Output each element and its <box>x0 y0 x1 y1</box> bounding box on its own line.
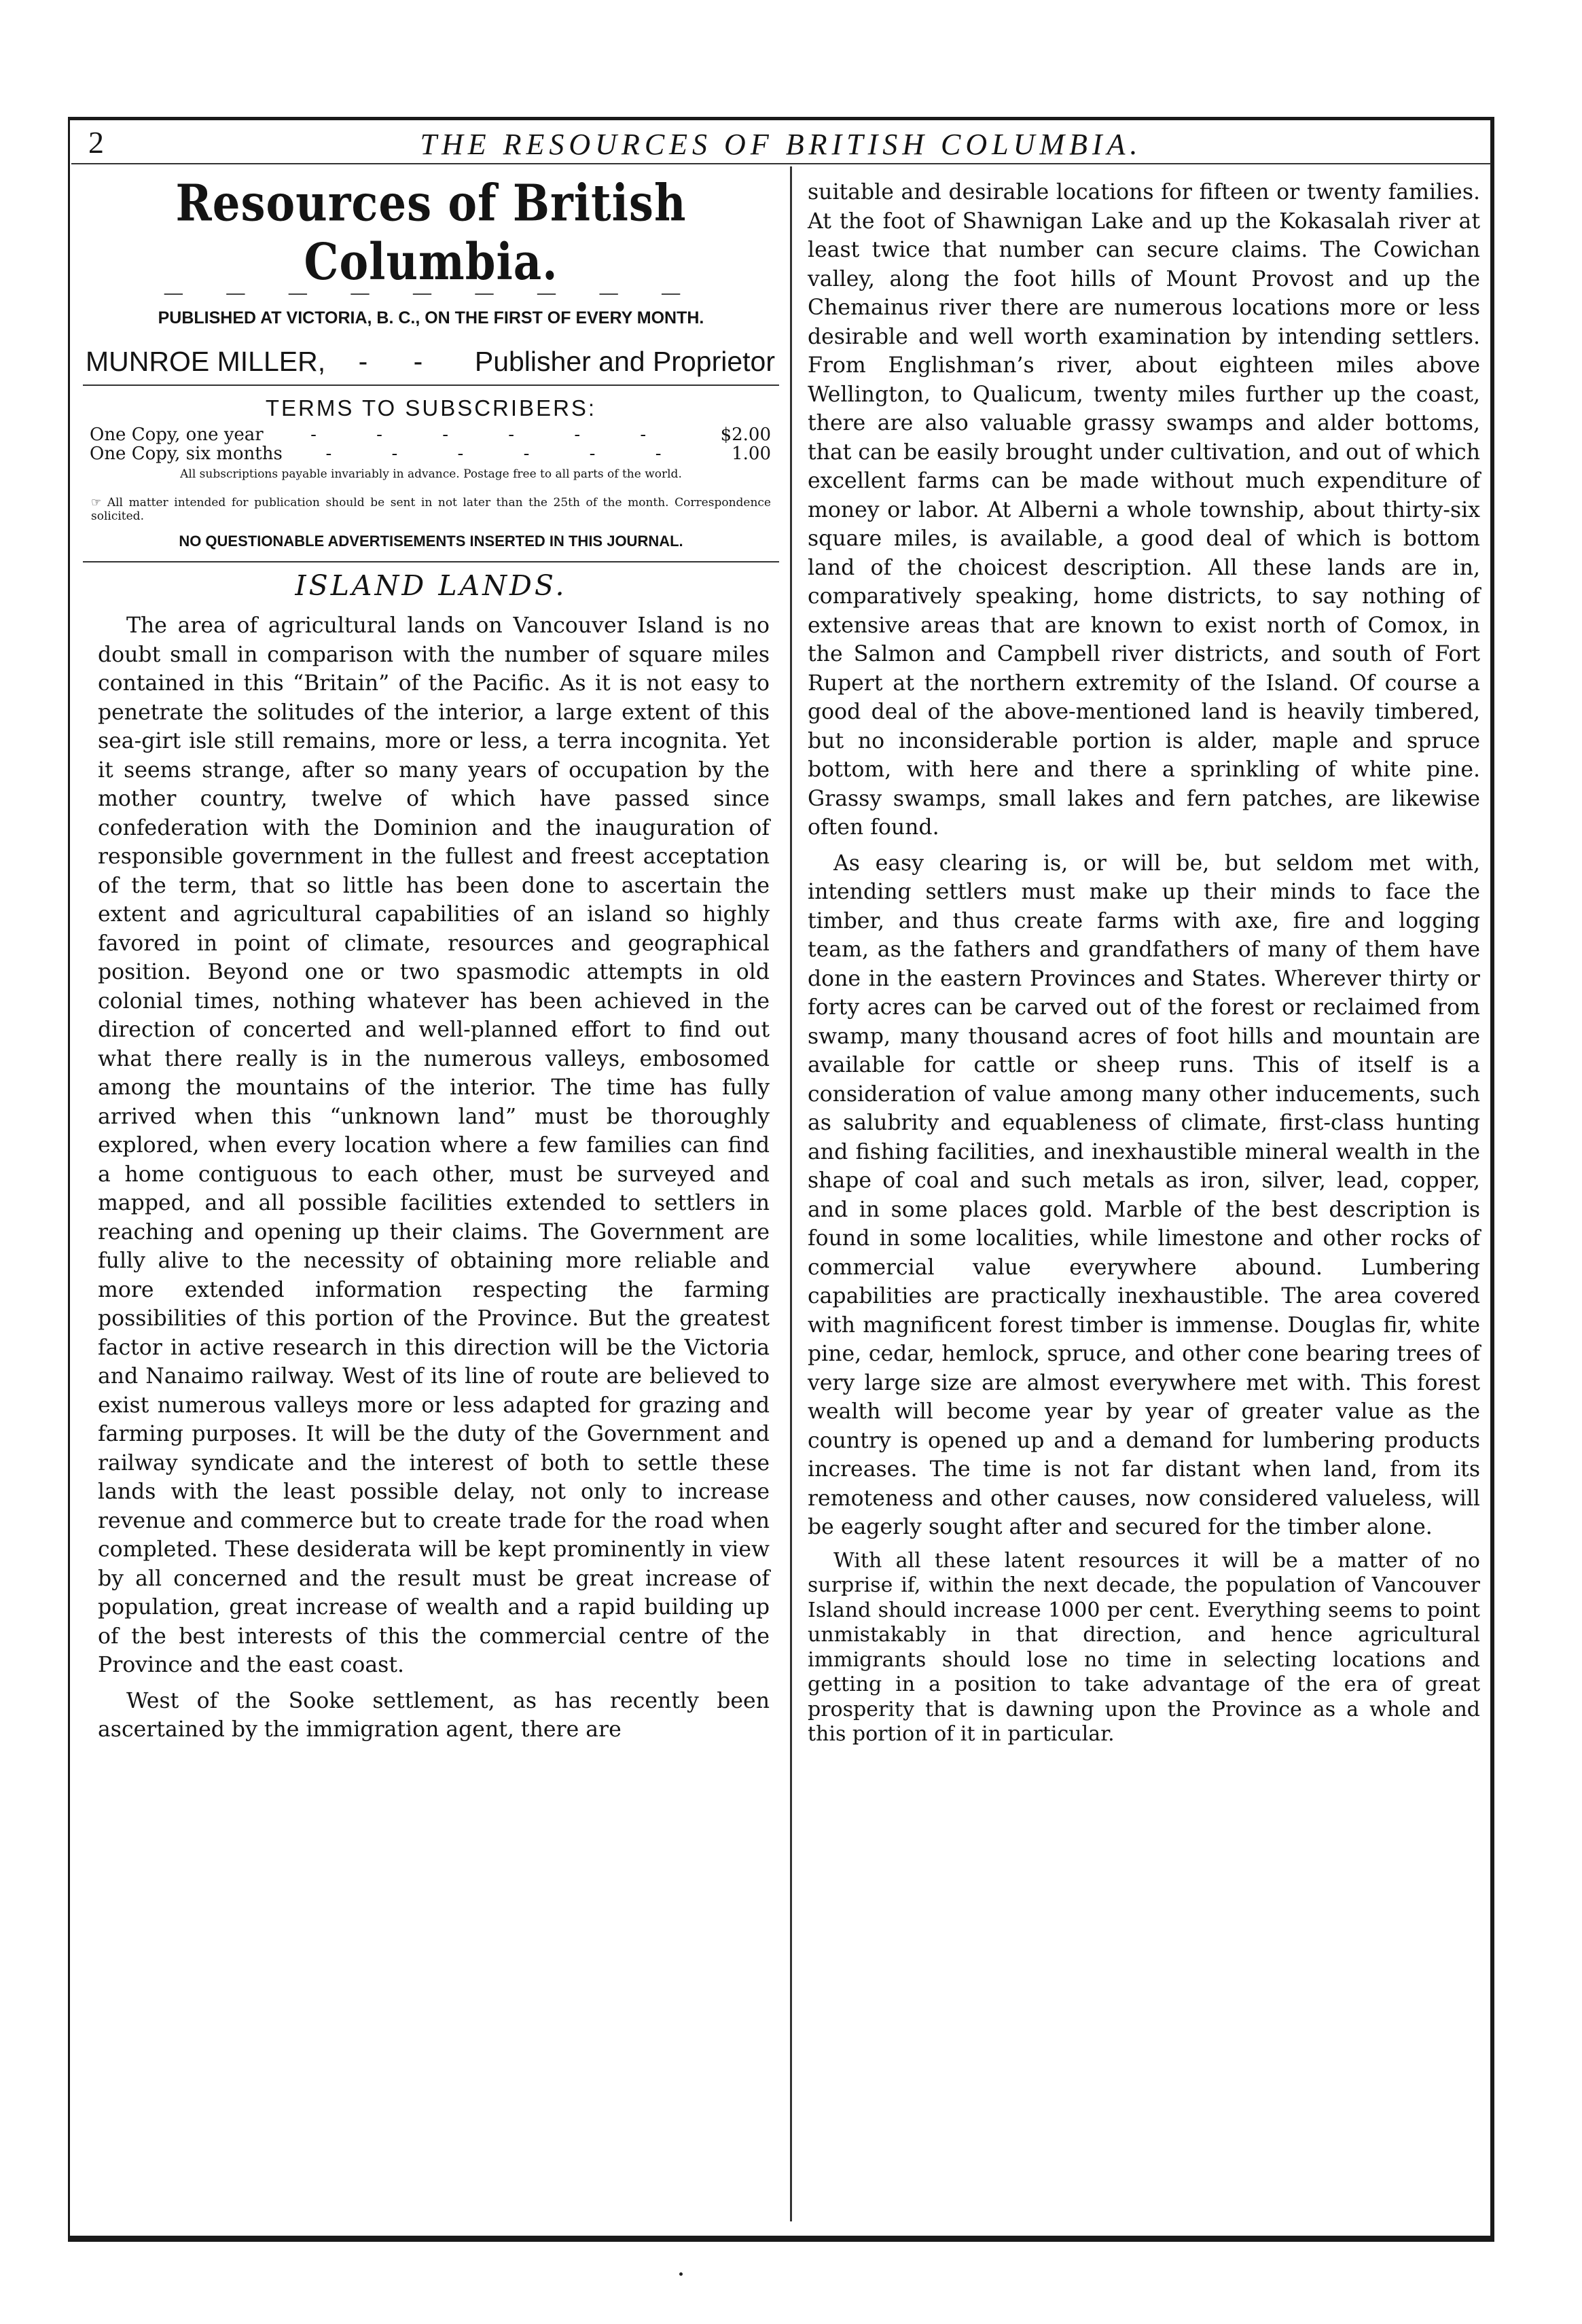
article-paragraph: West of the Sooke settlement, as has recently been ascertained by the immigration agent, there are <box>98 1688 770 1742</box>
terms-heading: TERMS TO SUBSCRIBERS: <box>265 395 597 421</box>
no-questionable-notice: NO QUESTIONABLE ADVERTISEMENTS INSERTED IN THIS JOURNAL. <box>179 533 683 550</box>
article-paragraph: suitable and desirable locations for fifteen or twenty families. At the foot of Shawnigan Lake and up the Kokasalah river at least twice that number can secure claims. The Cowichan valley, along the foot hills of Mount Provost and up the Chemainus river there are numerous locations more or less desirable and well worth examination by intending settlers. From Englishman’s river, about eighteen miles above Wellington, to Qualicum, twenty miles further up the coast, there are also valuable grassy swamps and alder bottoms, that can be easily brought under cultivation, and out of which excellent farms can be made without much expenditure of money or labor. At Alberni a whole township, about thirty-six square miles, is available, a good deal of which is bottom land of the choicest description. All these lands are in, comparatively speaking, home districts, to say nothing of extensive areas that are known to exist north of Comox, in the Salmon and Campbell river districts, and south of Fort Rupert at the northern extremity of the Island. Of course a good deal of the above-mentioned land is heavily timbered, but no inconsiderable portion is alder, maple and spruce bottom, with here and there a sprinkling of white pine. Grassy swamps, small lakes and fern patches, are likewise often found. <box>808 180 1480 840</box>
masthead-dashes: — — — — — — — — — <box>163 281 699 305</box>
masthead <box>83 174 779 562</box>
publisher-separator: - - <box>358 346 442 377</box>
rate-row <box>90 444 771 463</box>
rate-price: 1.00 <box>732 444 771 464</box>
publisher-line <box>86 346 775 378</box>
publisher-role: Publisher and Proprietor <box>474 346 775 377</box>
matter-note: ☞ All matter intended for publication should be sent in not later than the 25th of the month. Correspondence solicited. <box>91 496 771 523</box>
masthead-title: Resources of British Columbia. <box>175 174 687 292</box>
page-number: 2 <box>88 125 104 160</box>
rate-label: One Copy, one year <box>90 425 264 445</box>
publisher-name: MUNROE MILLER, <box>86 346 326 377</box>
running-head <box>88 124 1474 172</box>
article-paragraph: The area of agricultural lands on Vancouver Island is no doubt small in comparison with the number of square miles contained in this “Britain” of the Pacific. As it is not easy to penetrate the solitudes of the interior, a large extent of this sea-girt isle still remains, more or less, a terra incognita. Yet it seems strange, after so many years of occupation by the mother country, twelve of which have passed since confederation with the Dominion and the inauguration of responsible government in the fullest and freest acceptation of the term, that so little has been done to ascertain the extent and agricultural capabilities of an island so highly favored in point of climate, resources and geographical position. Beyond one or two spasmodic attempts in old colonial times, nothing whatever has been achieved in the direction of concerted and well-planned effort to find out what there really is in the numerous valleys, embosomed among the mountains of the interior. The time has fully arrived when this “unknown land” must be thoroughly explored, when every location where a few families can find a home contiguous to each other, must be surveyed and mapped, and all possible facilities extended to settlers in reaching and opening up their claims. The Government are fully alive to the necessity of obtaining more reliable and more extended information respecting the farming possibilities of this portion of the Province. But the greatest factor in active research in this direction will be the Victoria and Nanaimo railway. West of its line of route are believed to exist numerous valleys more or less adapted for grazing and farming purposes. It will be the duty of the Government and railway syndicate and the interest of both to settle these lands with the least possible delay, not only to increase revenue and commerce but to create trade for the road when completed. These desiderata will be kept prominently in view by all concerned and the result must be great increase of population, great increase of wealth and a rapid building up of the best interests of this the commercial centre of the Province and the east coast. <box>98 613 770 1677</box>
payment-note: All subscriptions payable invariably in advance. Postage free to all parts of the world. <box>180 467 682 481</box>
rate-label: One Copy, six months <box>90 444 283 464</box>
rate-dots: - - - - - - <box>325 444 689 464</box>
article-paragraph: As easy clearing is, or will be, but seldom met with, intending settlers must make up their minds to face the timber, and thus create farms with axe, fire and logging team, as the fathers and grandfathers of many of them have done in the eastern Provinces and States. Wherever thirty or forty acres can be carved out of the forest or reclaimed from swamp, many thousand acres of foot hills and mountain are available for cattle or sheep runs. This of itself is a consideration of value among many other inducements, such as salubrity and equableness of climate, first-class hunting and fishing facilities, and inexhaustible mineral wealth in the shape of coal and such metals as iron, silver, lead, copper, and in some places gold. Marble of the best description is found in some localities, while limestone and other rocks of commercial value everywhere abound. Lumbering capabilities are practically inexhaustible. The area covered with magnificent forest timber is immense. Douglas fir, white pine, cedar, hemlock, spruce, and other cone bearing trees of very large size are almost everywhere met with. This forest wealth will become year by year of greater value as the country is opened up and a demand for lumbering products increases. The time is not far distant when land, from its remoteness and other causes, now considered valueless, will be eagerly sought after and secured for the timber alone. <box>808 851 1480 1539</box>
header-rule <box>71 163 1491 164</box>
rate-dots: - - - - - - <box>310 425 674 445</box>
left-column <box>83 174 779 1745</box>
article-title: ISLAND LANDS. <box>295 569 567 602</box>
column-divider <box>790 166 792 2221</box>
right-column <box>805 178 1484 1747</box>
rate-price: $2.00 <box>720 425 771 445</box>
publisher-rule <box>83 385 779 386</box>
stray-mark <box>679 2272 683 2276</box>
section-rule <box>83 561 779 562</box>
rate-row <box>90 425 771 444</box>
published-line: PUBLISHED AT VICTORIA, B. C., ON THE FIRST OF EVERY MONTH. <box>158 308 704 327</box>
article-paragraph: With all these latent resources it will be a matter of no surprise if, within the next decade, the population of Vancouver Island should increase 1000 per cent. Everything seems to point unmistakably in that direction, and hence agricultural immigrants should lose no time in selecting locations and getting in a position to take advantage of the era of great prosperity that is dawning upon the Province as a whole and this portion of it in particular. <box>808 1548 1480 1746</box>
journal-title: THE RESOURCES OF BRITISH COLUMBIA. <box>420 128 1143 161</box>
